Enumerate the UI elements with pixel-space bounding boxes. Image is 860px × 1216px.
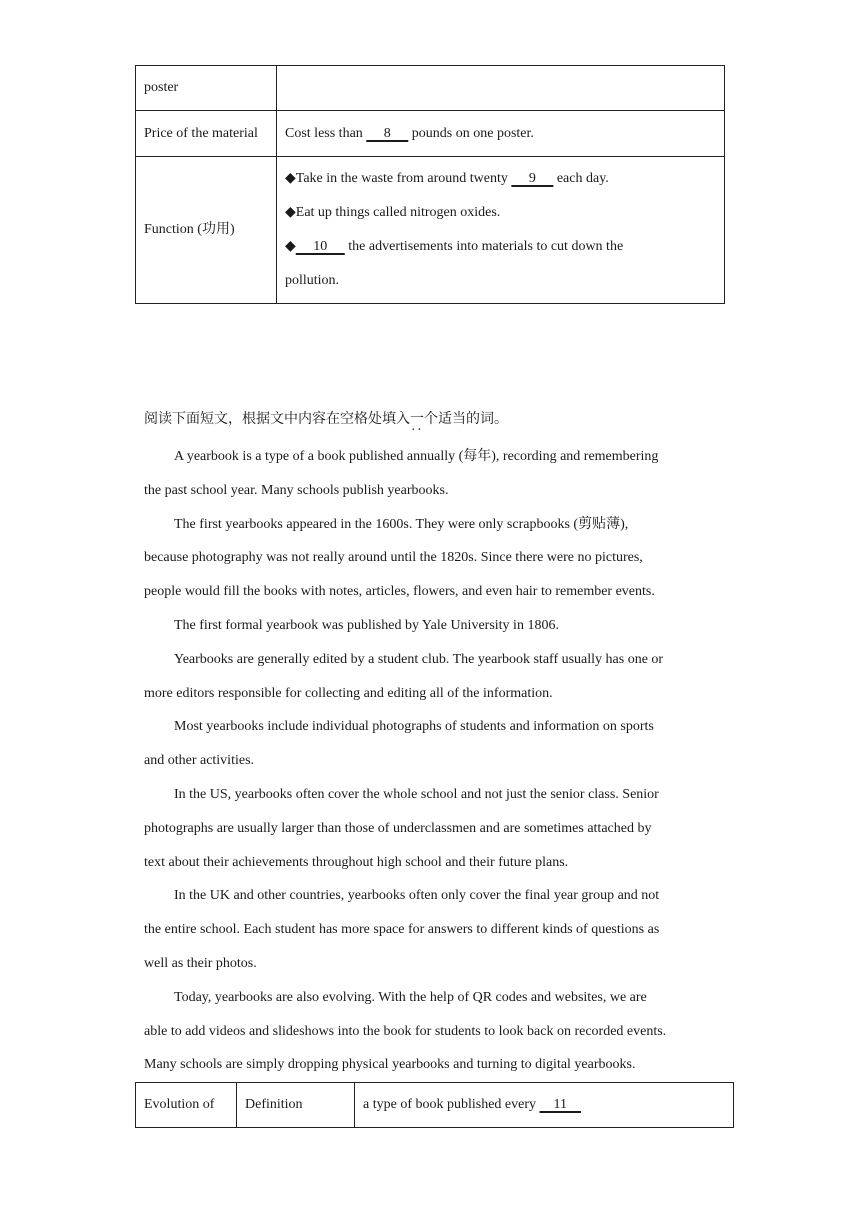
row-content	[277, 111, 725, 157]
blank-8[interactable]: 8	[366, 125, 409, 141]
instruction-text	[144, 408, 508, 432]
emphasis-dotted-text: 一个 · ·	[410, 408, 438, 432]
text-segment: ◆Eat up things called nitrogen oxides.	[285, 205, 501, 220]
passage-line: Today, yearbooks are also evolving. With the help of QR codes and websites, we are	[174, 989, 647, 1005]
function-line	[285, 230, 716, 264]
passage-line: well as their photos.	[144, 955, 257, 971]
passage-line: people would fill the books with notes, articles, flowers, and even hair to remember events.	[144, 584, 655, 600]
passage-line: In the US, yearbooks often cover the whole school and not just the senior class. Senior	[174, 786, 659, 802]
blank-10[interactable]: 10	[295, 239, 345, 254]
passage-line: Most yearbooks include individual photographs of students and information on sports	[174, 719, 654, 735]
table-row	[136, 66, 725, 111]
answer-table-bottom	[135, 1082, 734, 1128]
answer-table-top	[135, 65, 725, 304]
passage-line: A yearbook is a type of a book published annually (每年), recording and remembering	[174, 449, 659, 464]
passage-line: and other activities.	[144, 753, 255, 769]
passage	[144, 440, 719, 1082]
function-line	[285, 264, 716, 298]
passage-line: Many schools are simply dropping physical yearbooks and turning to digital yearbooks.	[144, 1057, 636, 1073]
row-label: Function (功用)	[136, 157, 277, 304]
text-segment: ◆	[285, 239, 296, 254]
function-line	[285, 162, 716, 196]
text-segment: each day.	[553, 171, 609, 186]
passage-line: The first yearbooks appeared in the 1600s. They were only scrapbooks (剪贴薄),	[174, 516, 629, 532]
text-segment: pollution.	[285, 273, 340, 288]
instruction-part: 适当的词。	[438, 412, 508, 427]
row-content	[277, 157, 725, 304]
row-content	[277, 66, 725, 111]
evolution-cell: Evolution of	[136, 1083, 237, 1128]
table-row	[136, 111, 725, 157]
passage-line: the past school year. Many schools publish yearbooks.	[144, 482, 449, 498]
text-segment: Cost less than	[285, 125, 367, 141]
instruction-part: 阅读下面短文，根据文中内容在空格处填入	[144, 412, 410, 427]
row-label: poster	[136, 66, 277, 111]
definition-label: Definition	[237, 1083, 355, 1128]
passage-line: able to add videos and slideshows into the book for students to look back on recorded events.	[144, 1023, 667, 1039]
passage-line: because photography was not really around until the 1820s. Since there were no pictures,	[144, 550, 643, 566]
passage-line: text about their achievements throughout high school and their future plans.	[144, 854, 569, 870]
function-line	[285, 196, 716, 230]
passage-line: photographs are usually larger than those of underclassmen and are sometimes attached by	[144, 820, 652, 836]
passage-line: more editors responsible for collecting and editing all of the information.	[144, 685, 553, 701]
text-segment: a type of book published every	[363, 1097, 540, 1112]
text-segment: pounds on one poster.	[408, 125, 534, 141]
table-row	[136, 1083, 734, 1128]
row-label: Price of the material	[136, 111, 277, 157]
passage-line: Yearbooks are generally edited by a student club. The yearbook staff usually has one or	[174, 651, 664, 667]
blank-11[interactable]: 11	[539, 1097, 581, 1112]
passage-line: In the UK and other countries, yearbooks often only cover the final year group and not	[174, 888, 660, 904]
text-segment: ◆Take in the waste from around twenty	[285, 171, 512, 186]
text-segment: the advertisements into materials to cut down the	[344, 239, 624, 254]
definition-content	[355, 1083, 734, 1128]
table-row	[136, 157, 725, 304]
passage-line: the entire school. Each student has more space for answers to different kinds of questions as	[144, 922, 660, 938]
blank-9[interactable]: 9	[511, 171, 554, 186]
passage-line: The first formal yearbook was published by Yale University in 1806.	[174, 617, 559, 633]
